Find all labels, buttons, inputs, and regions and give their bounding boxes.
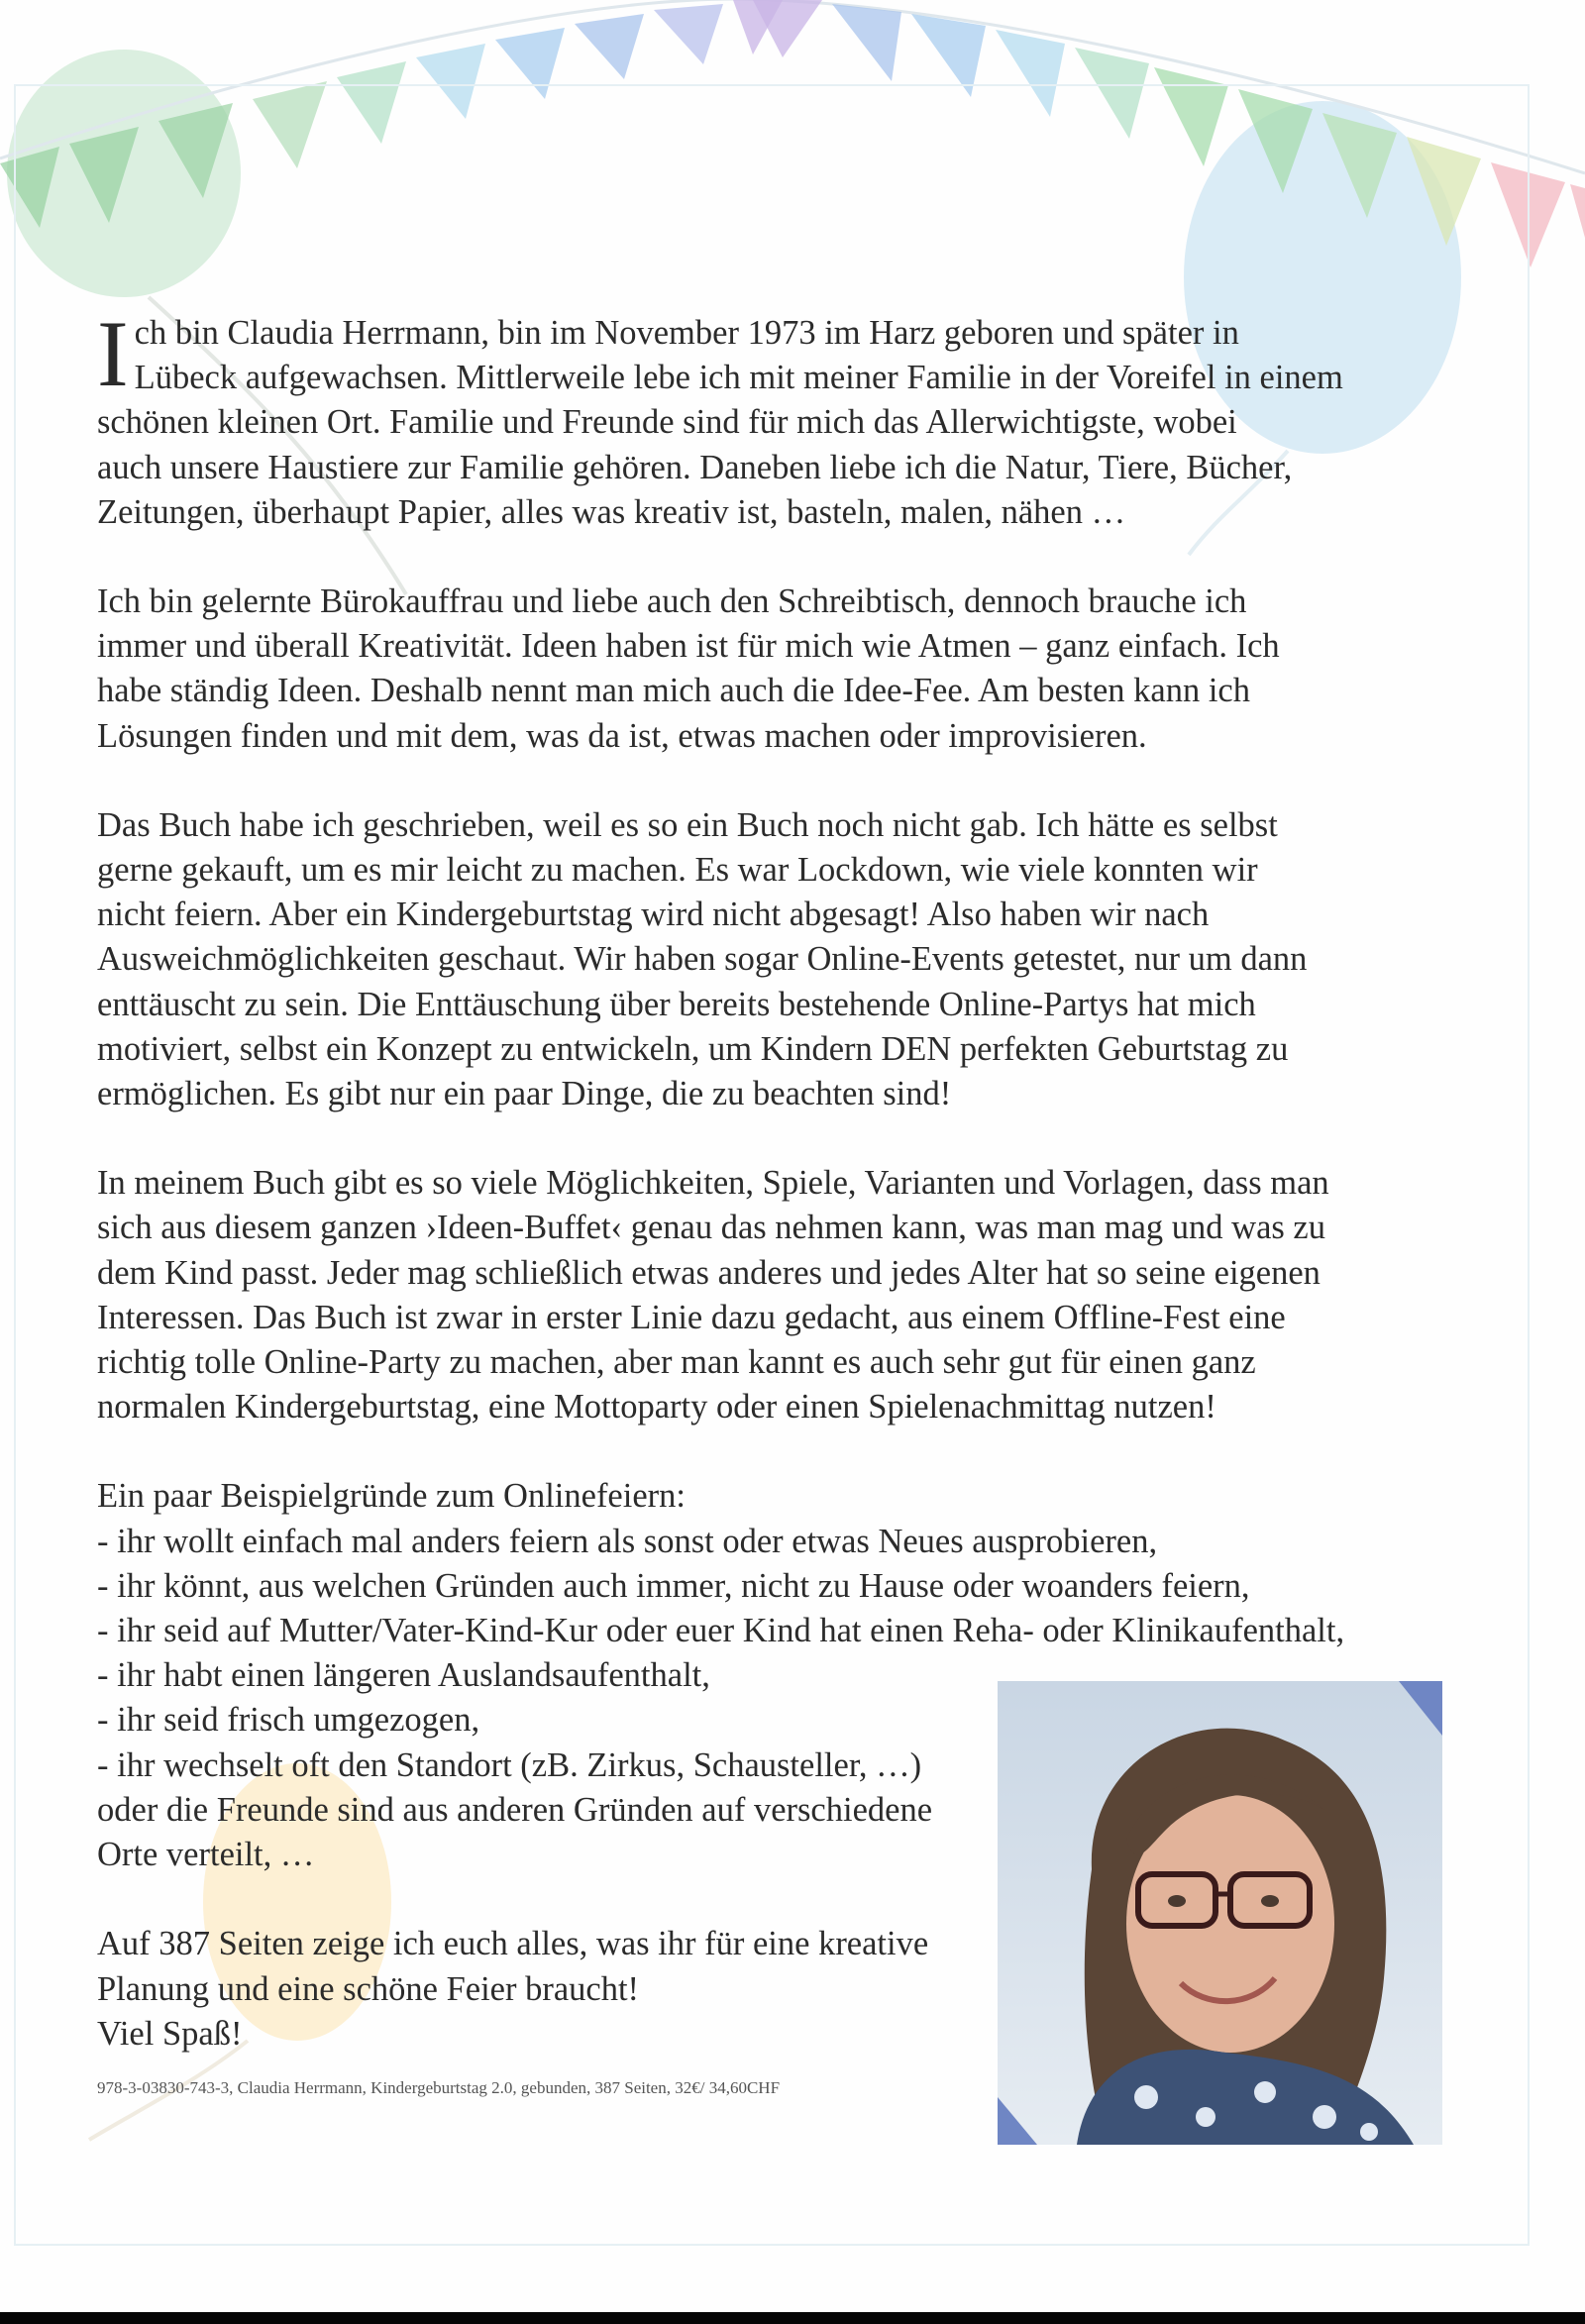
paragraph-book-origin: [97, 803, 1484, 1116]
list-item: oder die Freunde sind aus anderen Gründen auf verschiedene: [97, 1790, 933, 1829]
list-item: Orte verteilt, …: [97, 1836, 315, 1874]
text-line: Lübeck aufgewachsen. Mittlerweile lebe ich mit meiner Familie in der Voreifel in einem: [134, 359, 1343, 397]
text-line: sich aus diesem ganzen ›Ideen-Buffet‹ genau das nehmen kann, was man mag und was zu: [97, 1209, 1325, 1247]
paragraph-book-content: [97, 1161, 1484, 1429]
text-line: Planung und eine schöne Feier braucht!: [97, 1969, 640, 2008]
text-line: In meinem Buch gibt es so viele Möglichkeiten, Spiele, Varianten und Vorlagen, dass man: [97, 1164, 1329, 1203]
reasons-heading: Ein paar Beispielgründe zum Onlinefeiern:: [97, 1477, 686, 1516]
text-line: nicht feiern. Aber ein Kindergeburtstag wird nicht abgesagt! Also haben wir nach: [97, 896, 1210, 934]
text-line: dem Kind passt. Jeder mag schließlich etwas anderes und jedes Alter hat so seine eigenen: [97, 1253, 1321, 1292]
list-item: - ihr seid auf Mutter/Vater-Kind-Kur oder euer Kind hat einen Reha- oder Klinikaufenthalt,: [97, 1612, 1345, 1650]
text-line: Ich bin gelernte Bürokauffrau und liebe auch den Schreibtisch, dennoch brauche ich: [97, 582, 1247, 621]
list-item: - ihr seid frisch umgezogen,: [97, 1701, 480, 1740]
text-line: ch bin Claudia Herrmann, bin im November 1973 im Harz geboren und später in: [134, 314, 1239, 352]
text-line: Das Buch habe ich geschrieben, weil es so ein Buch noch nicht gab. Ich hätte es selbst: [97, 805, 1278, 844]
text-line: Interessen. Das Buch ist zwar in erster Linie dazu gedacht, aus einem Offline-Fest eine: [97, 1298, 1286, 1336]
text-line: richtig tolle Online-Party zu machen, aber man kannt es auch sehr gut für einen ganz: [97, 1343, 1256, 1382]
bunting-flag-icon: [575, 14, 644, 79]
author-photo: [998, 1681, 1442, 2145]
intro-paragraph: [97, 301, 1484, 535]
list-item: - ihr wollt einfach mal anders feiern als sonst oder etwas Neues ausprobieren,: [97, 1522, 1158, 1560]
author-portrait-icon: [998, 1681, 1442, 2145]
text-line: enttäuscht zu sein. Die Enttäuschung über bereits bestehende Online-Partys hat mich: [97, 985, 1256, 1023]
text-line: Auf 387 Seiten zeige ich euch alles, was ihr für eine kreative: [97, 1925, 929, 1963]
text-line: ermöglichen. Es gibt nur ein paar Dinge, die zu beachten sind!: [97, 1075, 952, 1113]
text-line: gerne gekauft, um es mir leicht zu machen. Es war Lockdown, wie viele konnten wir: [97, 851, 1258, 890]
list-item: - ihr habt einen längeren Auslandsaufenthalt,: [97, 1656, 710, 1695]
text-line: Zeitungen, überhaupt Papier, alles was kreativ ist, basteln, malen, nähen …: [97, 492, 1126, 531]
text-line: Viel Spaß!: [97, 2014, 243, 2053]
text-line: motiviert, selbst ein Konzept zu entwickeln, um Kindern DEN perfekten Geburtstag zu: [97, 1029, 1289, 1068]
bottom-bar: [0, 2312, 1585, 2324]
text-line: schönen kleinen Ort. Familie und Freunde sind für mich das Allerwichtigste, wobei: [97, 403, 1237, 442]
text-line: Ausweichmöglichkeiten geschaut. Wir haben sogar Online-Events getestet, nur um dann: [97, 940, 1308, 979]
bunting-flag-icon: [1570, 184, 1585, 238]
text-line: Lösungen finden und mit dem, was da ist, etwas machen oder improvisieren.: [97, 716, 1147, 755]
text-line: habe ständig Ideen. Deshalb nennt man mich auch die Idee-Fee. Am besten kann ich: [97, 672, 1250, 710]
list-item: - ihr könnt, aus welchen Gründen auch immer, nicht zu Hause oder woanders feiern,: [97, 1566, 1250, 1605]
bunting-flag-icon: [832, 4, 901, 81]
bunting-flag-icon: [654, 4, 723, 64]
text-line: immer und überall Kreativität. Ideen haben ist für mich wie Atmen – ganz einfach. Ich: [97, 627, 1280, 666]
text-line: normalen Kindergeburtstag, eine Mottoparty oder einen Spielenachmittag nutzen!: [97, 1388, 1216, 1426]
book-info-footnote: 978-3-03830-743-3, Claudia Herrmann, Kindergeburtstag 2.0, gebunden, 387 Seiten, 32€/ 34,60CHF: [97, 2078, 781, 2097]
paragraph-profession: [97, 580, 1484, 759]
list-item: - ihr wechselt oft den Standort (zB. Zirkus, Schausteller, …): [97, 1745, 922, 1784]
text-line: auch unsere Haustiere zur Familie gehören. Daneben liebe ich die Natur, Tiere, Bücher,: [97, 448, 1293, 486]
drop-cap: I: [97, 301, 129, 406]
